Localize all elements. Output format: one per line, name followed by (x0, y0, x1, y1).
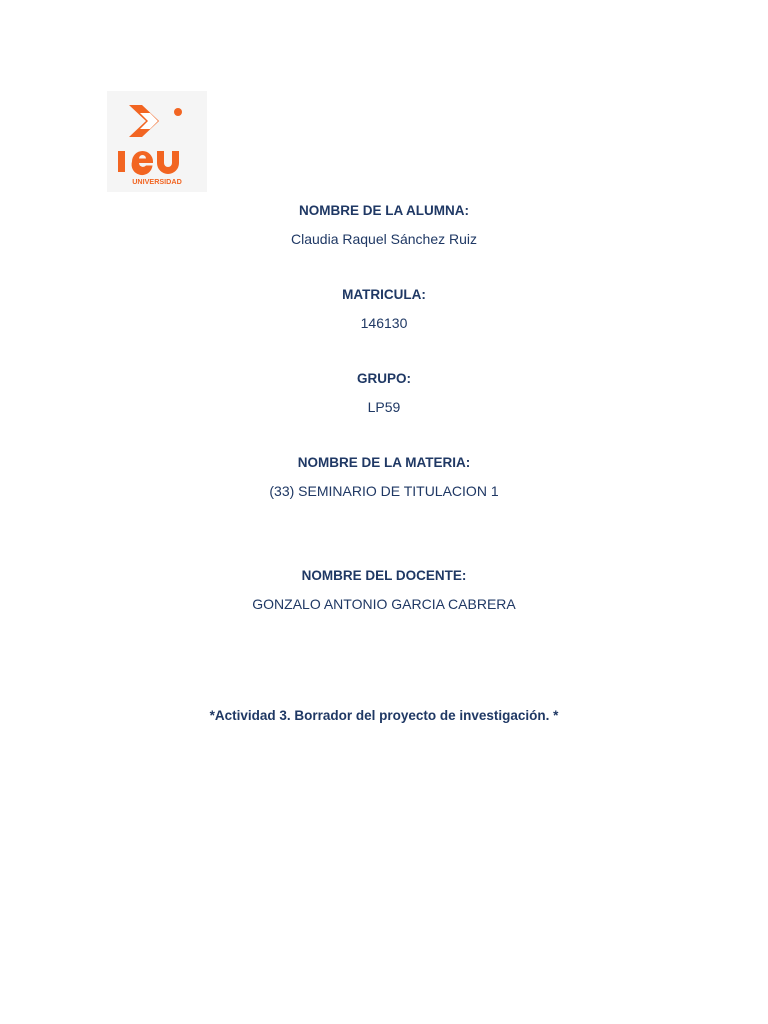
group-label: GRUPO: (357, 371, 411, 386)
subject-value: (33) SEMINARIO DE TITULACION 1 (269, 483, 499, 499)
university-logo (107, 91, 207, 192)
logo-subtitle: UNIVERSIDAD (132, 177, 182, 186)
activity-title: *Actividad 3. Borrador del proyecto de investigación. * (209, 708, 559, 723)
student-name-value: Claudia Raquel Sánchez Ruiz (291, 231, 477, 247)
student-name-label: NOMBRE DE LA ALUMNA: (299, 203, 469, 218)
matricula-label: MATRICULA: (342, 287, 426, 302)
matricula-value: 146130 (360, 315, 408, 331)
subject-label: NOMBRE DE LA MATERIA: (297, 455, 471, 470)
ieu-chevron-logo-icon (107, 91, 207, 192)
teacher-value: GONZALO ANTONIO GARCIA CABRERA (252, 596, 516, 612)
group-value: LP59 (367, 399, 401, 415)
teacher-label: NOMBRE DEL DOCENTE: (301, 568, 467, 583)
